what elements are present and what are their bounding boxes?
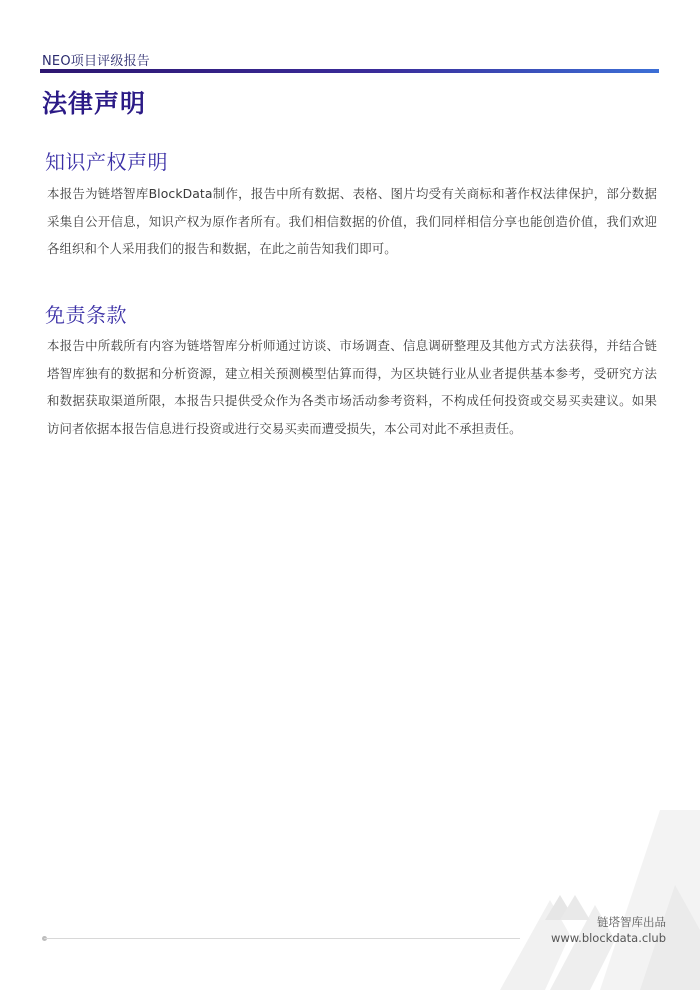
section-heading-ip: 知识产权声明 <box>45 150 168 174</box>
page-title: 法律声明 <box>42 89 147 118</box>
section-body-ip: 本报告为链塔智库BlockData制作，报告中所有数据、表格、图片均受有关商标和著作权法律保护，部分数据采集自公开信息，知识产权为原作者所有。我们相信数据的价值，我们同样相信分享也能创造价值，我们欢迎各组织和个人采用我们的报告和数据，在此之前告知我们即可。 <box>47 186 657 256</box>
footer-url: www.blockdata.club <box>551 931 666 945</box>
section-heading-disclaimer: 免责条款 <box>45 303 127 327</box>
blockdata-logo-watermark-icon <box>490 790 700 990</box>
footer-brand: 链塔智库出品 <box>597 915 666 929</box>
footer-divider <box>44 938 520 939</box>
section-body-disclaimer: 本报告中所载所有内容为链塔智库分析师通过访谈、市场调查、信息调研整理及其他方式方法获得，并结合链塔智库独有的数据和分析资源，建立相关预测模型估算而得，为区块链行业从业者提供基本参考，受研究方法和数据获取渠道所限，本报告只提供受众作为各类市场活动参考资料，不构成任何投资或交易买卖建议。如果访问者依据本报告信息进行投资或进行交易买卖而遭受损失，本公司对此不承担责任。 <box>47 338 657 436</box>
header-divider-bar <box>40 69 659 73</box>
report-header-title: NEO项目评级报告 <box>42 54 150 69</box>
